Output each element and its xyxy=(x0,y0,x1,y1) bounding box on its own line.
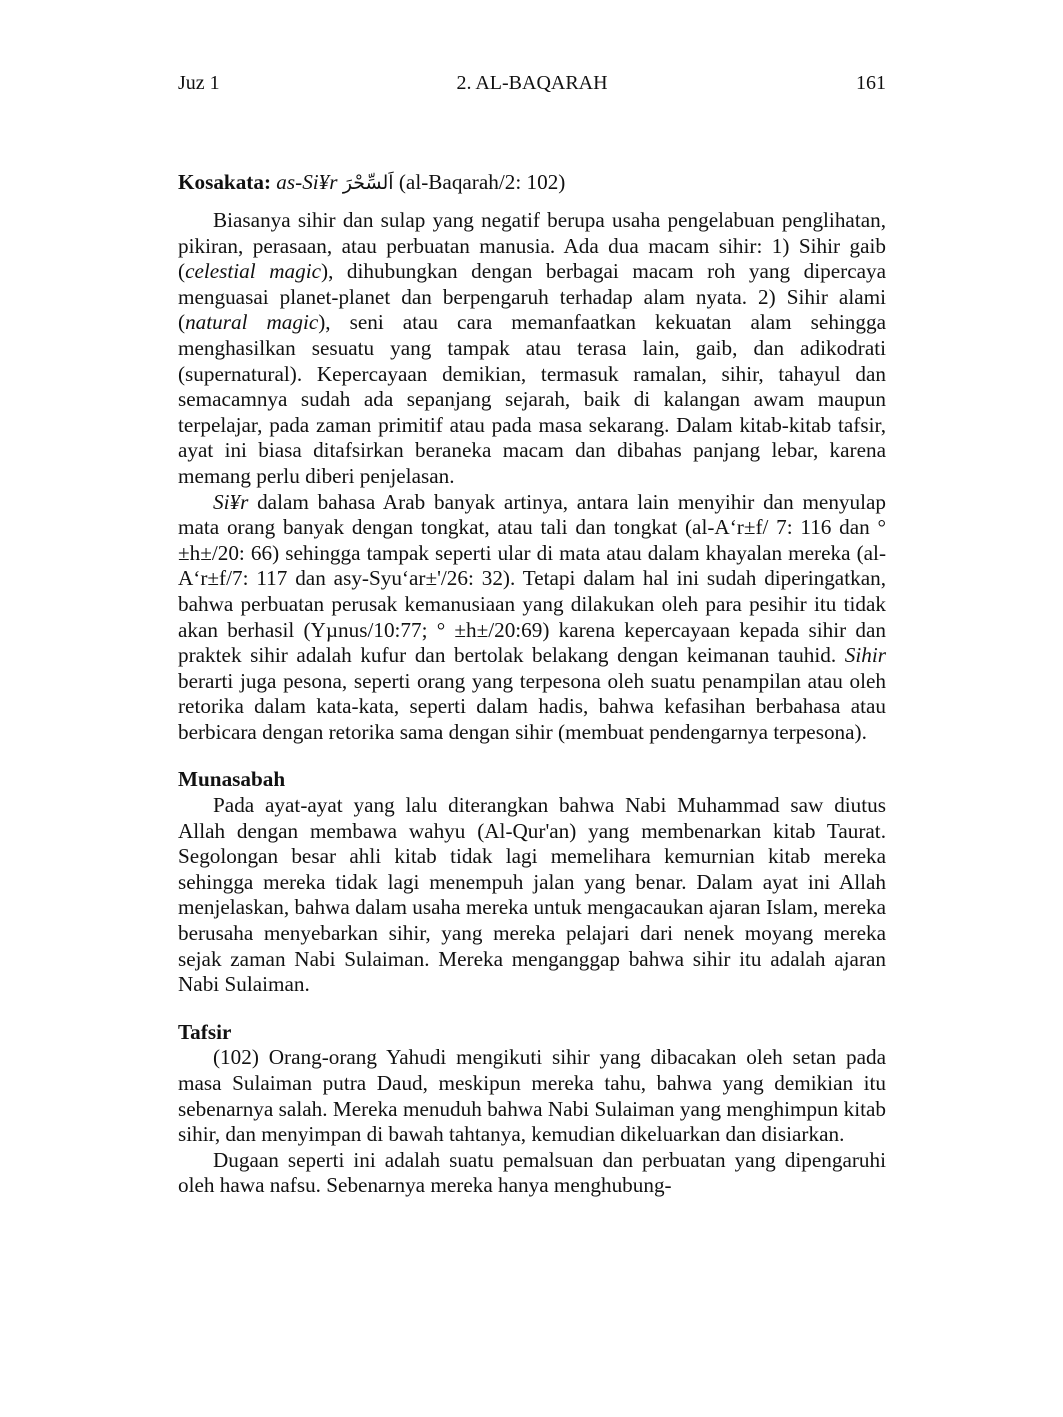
page-content xyxy=(178,167,886,1199)
italic-term: celestial magic xyxy=(185,259,322,284)
italic-term: natural magic xyxy=(185,310,319,335)
chapter-title: 2. AL-BAQARAH xyxy=(456,72,608,94)
italic-term: Si¥r xyxy=(213,489,249,514)
kosakata-term: as-Si¥r xyxy=(276,170,338,194)
running-head xyxy=(178,72,886,98)
juz-label: Juz 1 xyxy=(178,72,220,94)
text-run: dalam bahasa Arab banyak artinya, antara lain menyihir dan menyulap mata orang banyak dengan tongkat, atau tali dan tongkat (al-A‘r±f/ 7: 116 dan ° ±h±/20: 66) sehingga tampak seperti ular di mata atau dalam khayalan mereka (al-A‘r±f/7: 117 dan asy-Syu‘ar±'/26: 32). Tetapi dalam hal ini sudah diperingatkan, bahwa perbuatan perusak kemanusiaan yang dilakukan oleh para pesihir itu tidak akan berhasil (Yµnus/10:77; ° ±h±/20:69) karena kepercayaan kepada sihir dan praktek sihir adalah kufur dan bertolak belakang dengan keimanan tauhid. xyxy=(178,489,886,668)
kosakata-arabic: اَلسِّحْرَ xyxy=(342,172,394,194)
tafsir-paragraph-1: (102) Orang-orang Yahudi mengikuti sihir yang dibacakan oleh setan pada masa Sulaiman putra Daud, meskipun mereka tahu, bahwa yang demikian itu sebenarnya salah. Mereka menuduh bahwa Nabi Sulaiman yang menghimpun kitab sihir, dan menyimpan di bawah tahtanya, kemudian dikeluarkan dan disiarkan. xyxy=(178,1045,886,1147)
text-run: Biasanya sihir dan sulap yang negatif berupa usaha pengelabuan penglihatan, pikiran, perasaan, atau perbuatan manusia. Ada dua macam sihir: 1) Sihir gaib ( xyxy=(178,208,886,284)
text-run: ), dihubungkan dengan berbagai macam roh yang dipercaya menguasai planet-planet dan berpengaruh terhadap alam nyata. 2) Sihir alami ( xyxy=(178,259,886,335)
kosakata-reference: (al-Baqarah/2: 102) xyxy=(398,170,566,194)
kosakata-heading xyxy=(178,167,886,198)
text-run: berarti juga pesona, seperti orang yang terpesona oleh suatu penampilan atau oleh retorika dalam kata-kata, seperti dalam hadis, bahwa kefasihan berbahasa atau berbicara dengan retorika sama dengan sihir (membuat pendengarnya terpesona). xyxy=(178,668,886,744)
kosakata-paragraph-1 xyxy=(178,208,886,490)
munasabah-heading: Munasabah xyxy=(178,767,286,792)
tafsir-paragraph-2: Dugaan seperti ini adalah suatu pemalsuan dan perbuatan yang dipengaruhi oleh hawa nafsu. Sebenarnya mereka hanya menghubung- xyxy=(178,1147,886,1198)
page-number: 161 xyxy=(856,72,886,94)
kosakata-paragraph-2 xyxy=(178,490,886,746)
tafsir-heading: Tafsir xyxy=(178,1019,232,1044)
munasabah-paragraph: Pada ayat-ayat yang lalu diterangkan bahwa Nabi Muhammad saw diutus Allah dengan membawa wahyu (Al-Qur'an) yang membenarkan kitab Taurat. Segolongan besar ahli kitab tidak lagi memelihara kemurnian kitab mereka sehingga mereka tidak lagi menempuh jalan yang benar. Dalam ayat ini Allah menjelaskan, bahwa dalam usaha mereka untuk mengacaukan ajaran Islam, mereka berusaha menyebarkan sihir, yang mereka pelajari dari nenek moyang mereka sejak zaman Nabi Sulaiman. Mereka menganggap bahwa sihir itu adalah ajaran Nabi Sulaiman. xyxy=(178,793,886,997)
text-run: ), seni atau cara memanfaatkan kekuatan alam sehingga menghasilkan sesuatu yang tampak atau terasa lain, gaib, dan adikodrati (supernatural). Kepercayaan demikian, termasuk ramalan, sihir, tahayul dan semacamnya sudah ada sepanjang sejarah, baik di kalangan awam maupun terpelajar, pada zaman primitif atau pada masa sekarang. Dalam kitab-kitab tafsir, ayat ini biasa ditafsirkan beraneka macam dan dibahas panjang lebar, karena memang perlu diberi penjelasan. xyxy=(178,310,886,488)
kosakata-label: Kosakata: xyxy=(178,170,271,194)
italic-term: Sihir xyxy=(844,643,886,668)
